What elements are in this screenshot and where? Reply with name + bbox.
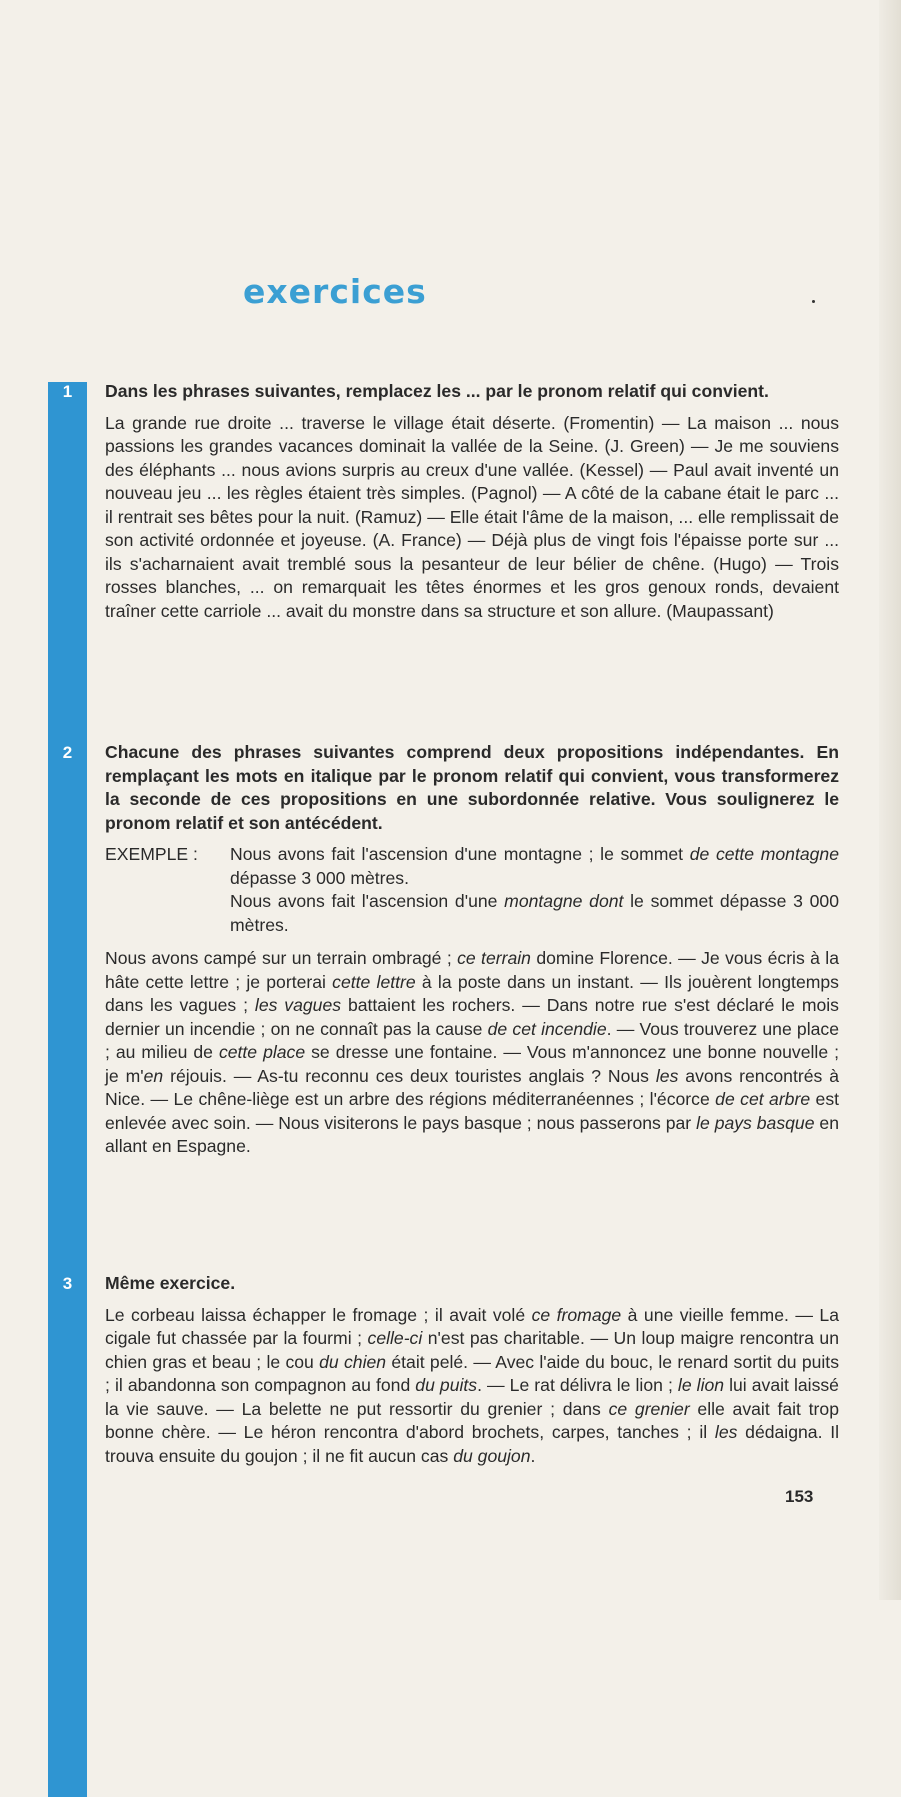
exercise-2-text: Nous avons campé sur un terrain ombragé ; ce terrain domine Florence. — Je vous écris à la hâte cette lettre ; je porterai cette lettre à la poste dans un instant. — Ils jouèrent longtemps dans les vagues ; les vagues battaient les rochers. — Dans notre rue s'est déclaré le mois dernier un incendie ; on ne connaît pas la cause de cet incendie. — Vous trouverez une place ; au milieu de cette place se dresse une fontaine. — Vous m'annoncez une bonne nouvelle ; je m'en réjouis. — As-tu reconnu ces deux touristes anglais ? Nous les avons rencontrés à Nice. — Le chêne-liège est un arbre des régions méditerranéennes ; l'écorce de cet arbre est enlevée avec soin. — Nous visiterons le pays basque ; nous passerons par le pays basque en allant en Espagne. — [105, 948, 840, 1156]
exercise-1-text: La grande rue droite ... traverse le village était déserte. (Fromentin) — La maison ... nous passions les grandes vacances dominait la vallée de la Seine. (J. Green) — Je me souviens des éléphants ... nous avions surpris au creux d'une vallée. (Kessel) — Paul avait inventé un nouveau jeu ... les règles étaient très simples. (Pagnol) — A côté de la cabane était le parc ... il rentrait ses bêtes pour la nuit. (Ramuz) — Elle était l'âme de la maison, ... elle remplissait de son activité ordonnée et joyeuse. (A. France) — Déjà plus de vingt fois l'épaisse porte sur ... ils s'acharnaient avait tremblé sous la pesanteur de leur bélier de chêne. (Hugo) — Trois rosses blanches, ... on remarquait les têtes énormes et les gros genoux ronds, devaient traîner cette carriole ... avait du monstre dans sa structure et son allure. (Maupassant) — [105, 412, 839, 621]
exercise-1-instruction: Dans les phrases suivantes, remplacez les ... par le pronom relatif qui convient. — [105, 381, 769, 401]
exercise-3 — [105, 1272, 839, 1468]
exercise-1-number: 1 — [62, 382, 73, 401]
exercise-1 — [105, 380, 839, 623]
print-speck — [812, 300, 815, 303]
exercise-3-instruction: Même exercice. — [105, 1273, 236, 1293]
example-label: EXEMPLE : — [105, 844, 198, 864]
page-edge — [879, 0, 901, 1600]
exercise-sidebar-bar — [48, 382, 87, 1797]
exercise-2-instruction: Chacune des phrases suivantes comprend deux propositions indépendantes. En remplaçant les mots en italique par le pronom relatif qui convient, vous transformerez la seconde de ces propositions en une subordonnée relative. Vous soulignerez le pronom relatif et son antécédent. — [105, 742, 839, 833]
exercise-2 — [105, 741, 839, 1159]
exercise-2-number: 2 — [62, 743, 73, 762]
example-line-1: Nous avons fait l'ascension d'une montagne ; le sommet de cette montagne dépasse 3 000 mètres. — [230, 844, 839, 888]
page-title: exercices — [243, 272, 427, 311]
exercise-3-text: Le corbeau laissa échapper le fromage ; il avait volé ce fromage à une vieille femme. — La cigale fut chassée par la fourmi ; celle-ci n'est pas charitable. — Un loup maigre rencontra un chien gras et beau ; le cou du chien était pelé. — Avec l'aide du bouc, le renard sortit du puits ; il abandonna son compagnon au fond du puits. — Le rat délivra le lion ; le lion lui avait laissé la vie sauve. — La belette ne put ressortir du grenier ; dans ce grenier elle avait fait trop bonne chère. — Le héron rencontra d'abord brochets, carpes, tanches ; il les dédaigna. Il trouva ensuite du goujon ; il ne fit aucun cas du goujon. — [105, 1304, 840, 1466]
exercise-2-example — [105, 843, 839, 937]
page-number: 153 — [785, 1487, 814, 1506]
exercise-3-number: 3 — [62, 1274, 73, 1293]
example-line-2: Nous avons fait l'ascension d'une montagne dont le sommet dépasse 3 000 mètres. — [230, 891, 840, 935]
